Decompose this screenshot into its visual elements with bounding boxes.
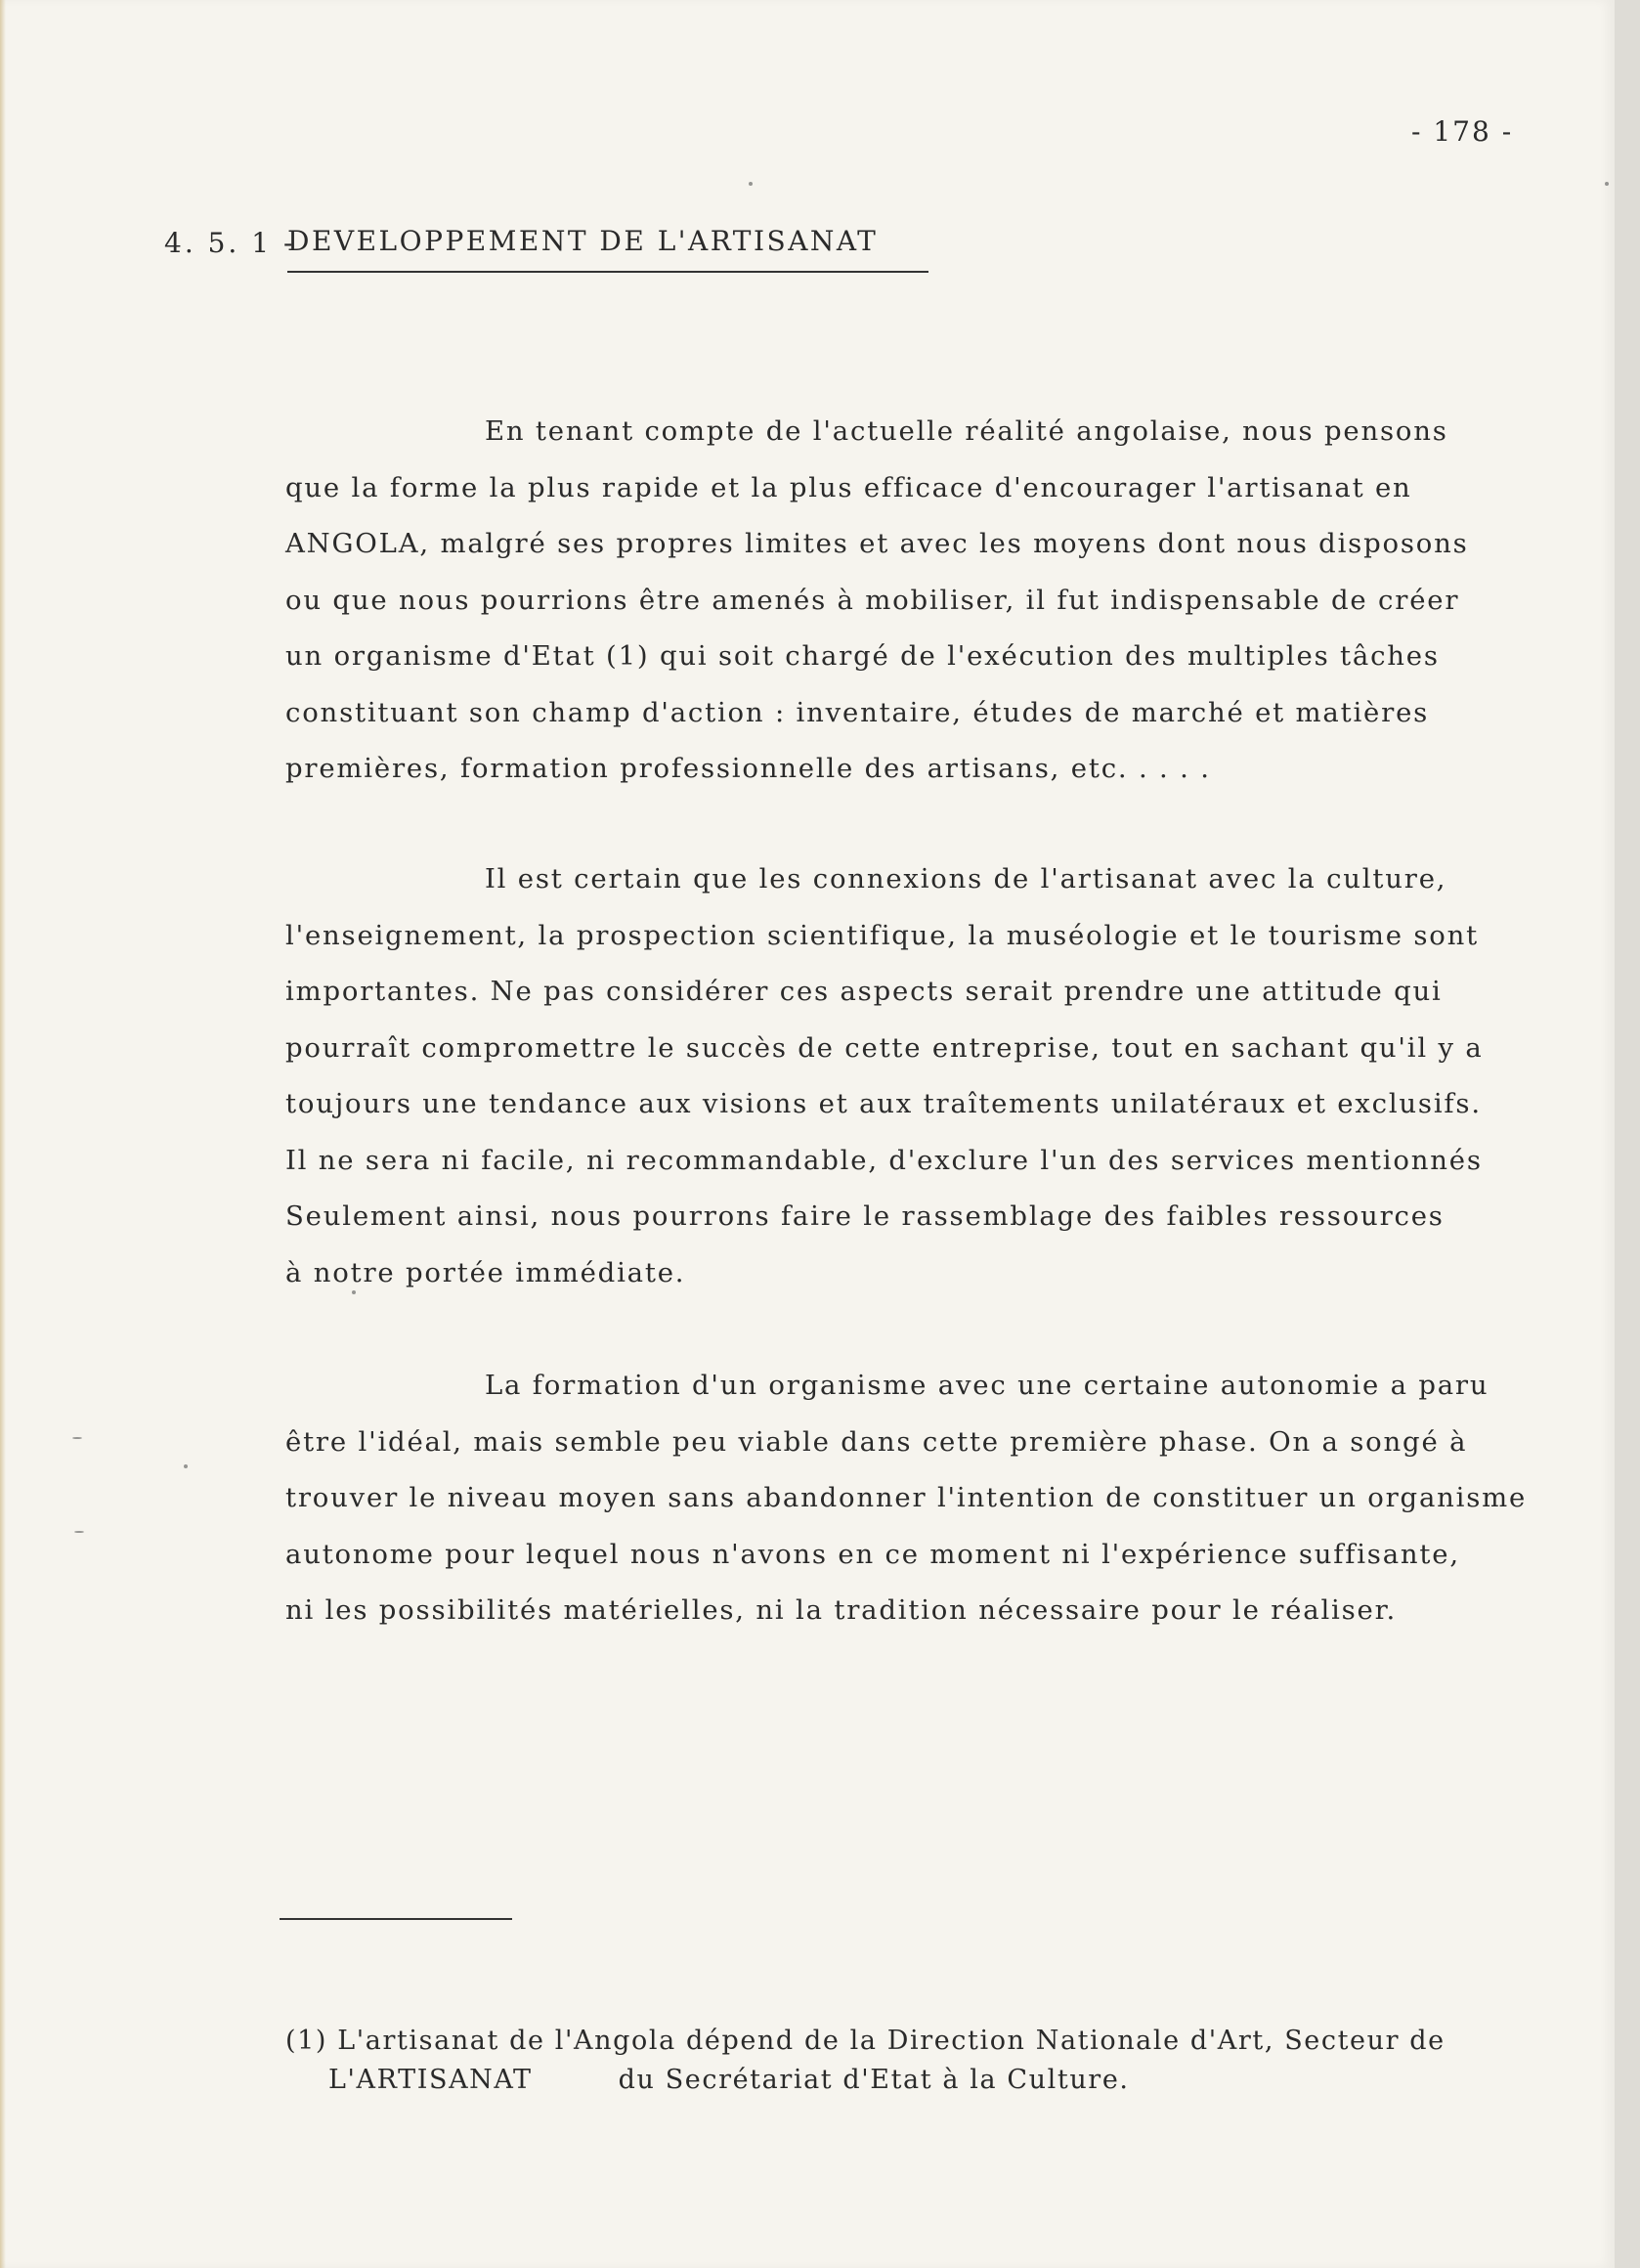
paragraph-line: être l'idéal, mais semble peu viable dans cette première phase. On a songé à bbox=[285, 1425, 1468, 1458]
paragraph-line: un organisme d'Etat (1) qui soit chargé de l'exécution des multiples tâches bbox=[285, 640, 1440, 672]
scan-margin bbox=[1615, 0, 1640, 2268]
footnote-line: (1) L'artisanat de l'Angola dépend de la Direction Nationale d'Art, Secteur de bbox=[285, 2026, 1446, 2056]
paragraph-line: autonome pour lequel nous n'avons en ce moment ni l'expérience suffisante, bbox=[285, 1538, 1460, 1570]
footnote bbox=[285, 2022, 1615, 2100]
paragraph-line: ou que nous pourrions être amenés à mobiliser, il fut indispensable de créer bbox=[285, 584, 1460, 616]
page-left-edge bbox=[0, 0, 6, 2268]
section-number: 4. 5. 1 - bbox=[164, 227, 296, 259]
paragraph-line: ni les possibilités matérielles, ni la tradition nécessaire pour le réaliser. bbox=[285, 1594, 1398, 1626]
scan-speck bbox=[74, 1531, 84, 1533]
paragraph-line: premières, formation professionnelle des artisans, etc. . . . . bbox=[285, 753, 1211, 784]
scan-speck bbox=[184, 1464, 188, 1468]
footnote-line bbox=[285, 2061, 1615, 2100]
paragraph-line: Il est certain que les connexions de l'artisanat avec la culture, bbox=[485, 863, 1447, 894]
paragraph-line: La formation d'un organisme avec une certaine autonomie a paru bbox=[485, 1370, 1489, 1401]
section-title: DEVELOPPEMENT DE L'ARTISANAT bbox=[287, 225, 928, 273]
paragraph-2 bbox=[285, 851, 1615, 1301]
paragraph-line: ANGOLA, malgré ses propres limites et avec les moyens dont nous disposons bbox=[285, 528, 1469, 559]
scan-speck bbox=[72, 1437, 82, 1439]
paragraph-line: Il ne sera ni facile, ni recommandable, d'exclure l'un des services mentionnés bbox=[285, 1144, 1483, 1176]
paragraph-line: importantes. Ne pas considérer ces aspects serait prendre une attitude qui bbox=[285, 976, 1443, 1007]
paragraph-line: toujours une tendance aux visions et aux traîtements unilatéraux et exclusifs. bbox=[285, 1088, 1482, 1119]
paragraph-3 bbox=[285, 1358, 1615, 1639]
paragraph-line: trouver le niveau moyen sans abandonner l'intention de constituer un organisme bbox=[285, 1482, 1528, 1513]
paragraph-line: à notre portée immédiate. bbox=[285, 1256, 686, 1288]
paragraph-line: l'enseignement, la prospection scientifique, la muséologie et le tourisme sont bbox=[285, 919, 1479, 951]
footnote-divider bbox=[280, 1918, 512, 1920]
scan-speck bbox=[352, 1290, 356, 1294]
paragraph-line: pourraît compromettre le succès de cette entreprise, tout en sachant qu'il y a bbox=[285, 1031, 1484, 1064]
paragraph-line: constituant son champ d'action : inventaire, études de marché et matières bbox=[285, 696, 1430, 728]
scan-speck bbox=[749, 182, 753, 186]
scan-speck bbox=[1605, 182, 1609, 186]
paragraph-line: En tenant compte de l'actuelle réalité angolaise, nous pensons bbox=[485, 415, 1448, 447]
footnote-text: du Secrétariat d'Etat à la Culture. bbox=[618, 2065, 1130, 2095]
footnote-term: L'ARTISANAT bbox=[328, 2065, 533, 2095]
paragraph-line: que la forme la plus rapide et la plus efficace d'encourager l'artisanat en bbox=[285, 471, 1412, 503]
page-number: - 178 - bbox=[1411, 115, 1514, 148]
paragraph-1 bbox=[285, 404, 1615, 798]
paragraph-line: Seulement ainsi, nous pourrons faire le rassemblage des faibles ressources bbox=[285, 1200, 1445, 1232]
